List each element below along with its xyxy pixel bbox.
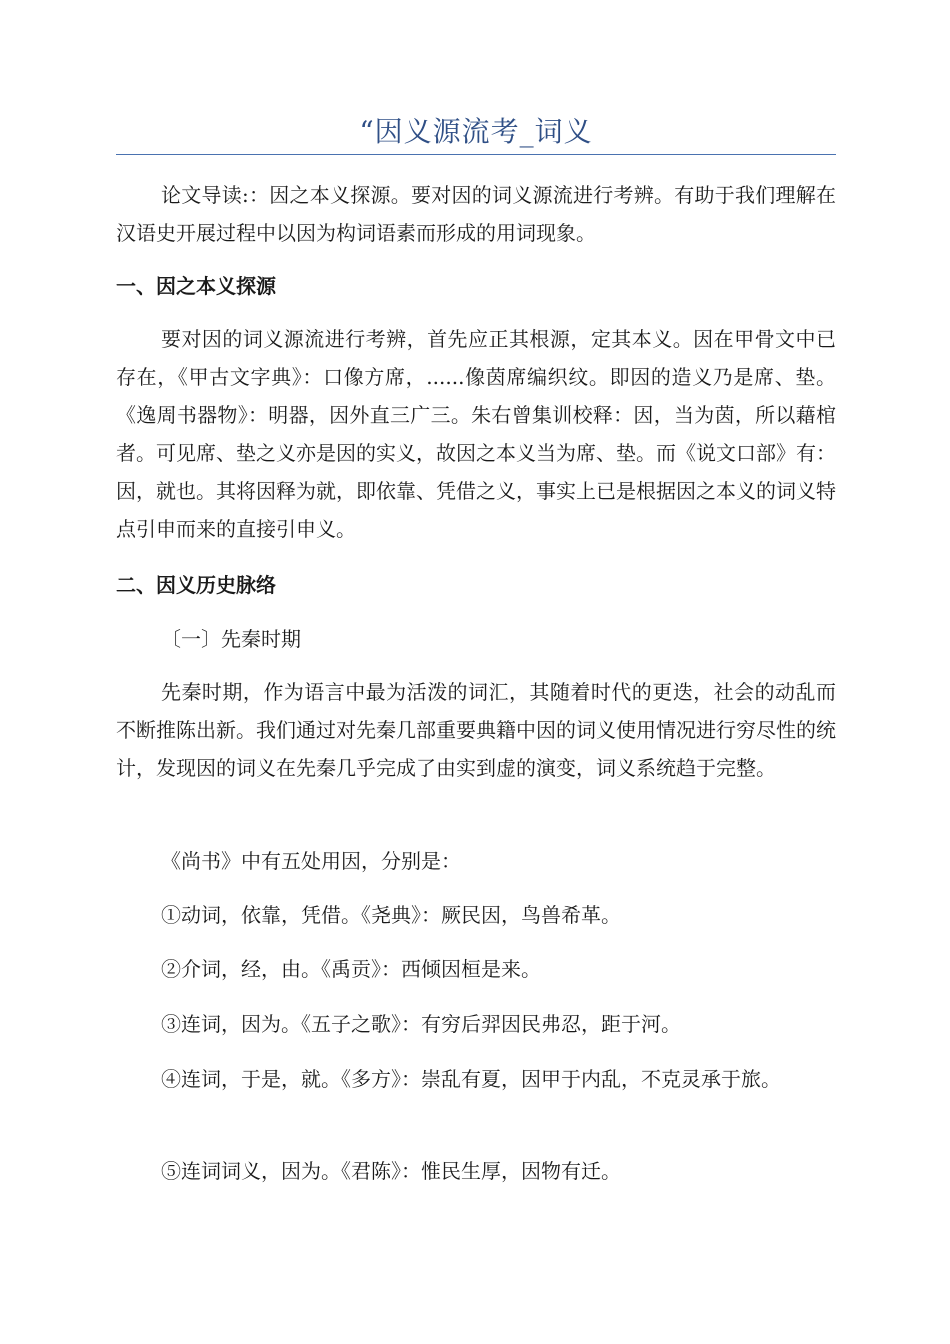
section-heading-2: 二、因义历史脉络 xyxy=(116,573,276,597)
page-title: “因义源流考_词义 xyxy=(359,115,593,148)
section2-paragraph-2: 《尚书》中有五处用因，分别是： xyxy=(161,849,461,873)
subsection-heading: 〔一〕先秦时期 xyxy=(161,627,301,651)
list-item-2: ②介词，经，由。《禹贡》：西倾因桓是来。 xyxy=(161,957,541,981)
section-heading-1: 一、因之本义探源 xyxy=(116,274,276,298)
list-item-1: ①动词，依靠，凭借。《尧典》：厥民因，鸟兽希革。 xyxy=(161,903,621,927)
intro-paragraph: 论文导读:：因之本义探源。要对因的词义源流进行考辨。有助于我们理解在汉语史开展过程中以因为构词语素而形成的用词现象。 xyxy=(116,183,836,245)
list-item-4: ④连词，于是，就。《多方》：崇乱有夏，因甲于内乱，不克灵承于旅。 xyxy=(161,1067,781,1091)
list-item-5: ⑤连词词义，因为。《君陈》：惟民生厚，因物有迁。 xyxy=(161,1159,621,1183)
section1-paragraph: 要对因的词义源流进行考辨，首先应正其根源，定其本义。因在甲骨文中已存在，《甲古文字典》：口像方席，......像茵席编织纹。即因的造义乃是席、垫。《逸周书器物》：明器，因外直三广三。朱右曾集训校释：因，当为茵，所以藉棺者。可见席、垫之义亦是因的实义，故因之本义当为席、垫。而《说文口部》有：因，就也。其将因释为就，即依靠、凭借之义，事实上已是根据因之本义的词义特点引申而来的直接引申义。 xyxy=(116,327,836,541)
title-underline xyxy=(116,154,836,155)
section2-paragraph-1: 先秦时期，作为语言中最为活泼的词汇，其随着时代的更迭，社会的动乱而不断推陈出新。我们通过对先秦几部重要典籍中因的词义使用情况进行穷尽性的统计，发现因的词义在先秦几乎完成了由实到虚的演变，词义系统趋于完整。 xyxy=(116,680,836,780)
list-item-3: ③连词，因为。《五子之歌》：有穷后羿因民弗忍，距于河。 xyxy=(161,1012,681,1036)
